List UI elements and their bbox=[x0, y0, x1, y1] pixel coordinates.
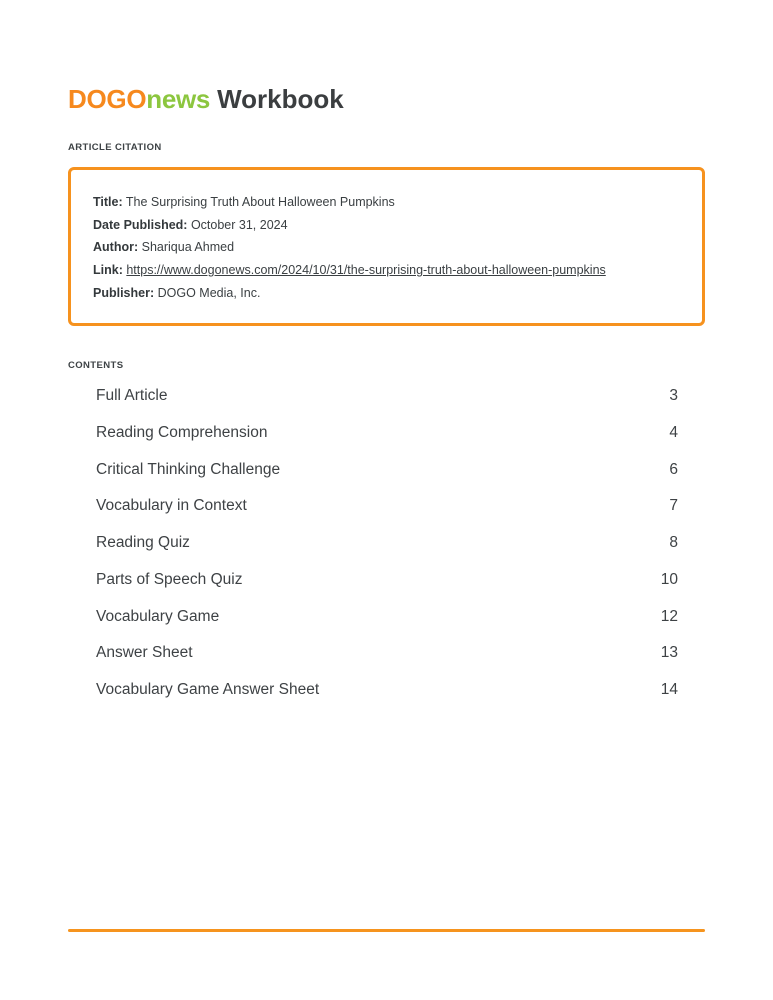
toc-item-critical-thinking-challenge bbox=[68, 451, 705, 488]
dogonews-logo-news: news bbox=[146, 84, 211, 114]
toc-item-page: 12 bbox=[660, 607, 678, 625]
toc-item-reading-quiz bbox=[68, 525, 705, 562]
citation-date-label: Date Published: bbox=[93, 217, 188, 232]
toc-item-answer-sheet bbox=[68, 635, 705, 672]
citation-link-url[interactable]: https://www.dogonews.com/2024/10/31/the-surprising-truth-about-halloween-pumpkins bbox=[126, 263, 606, 278]
toc-item-vocabulary-in-context bbox=[68, 488, 705, 525]
toc-item-label: Critical Thinking Challenge bbox=[96, 460, 281, 478]
page-title bbox=[68, 0, 705, 115]
toc-item-page: 14 bbox=[660, 681, 678, 699]
toc-item-page: 13 bbox=[660, 644, 678, 662]
table-of-contents bbox=[68, 378, 705, 709]
citation-author-label: Author: bbox=[93, 240, 139, 255]
citation-publisher-value: DOGO Media, Inc. bbox=[157, 285, 261, 300]
citation-link-row bbox=[93, 259, 680, 282]
workbook-title: Workbook bbox=[217, 84, 344, 114]
citation-title-row bbox=[93, 191, 680, 214]
citation-date-row bbox=[93, 214, 680, 237]
dogonews-logo-dogo: DOGO bbox=[68, 84, 147, 114]
toc-item-page: 3 bbox=[669, 386, 678, 404]
toc-item-label: Reading Comprehension bbox=[96, 423, 268, 441]
citation-author-value: Shariqua Ahmed bbox=[141, 240, 235, 255]
toc-item-vocabulary-game-answer-sheet bbox=[68, 672, 705, 709]
toc-item-full-article bbox=[68, 378, 705, 415]
article-citation-heading: ARTICLE CITATION bbox=[68, 142, 162, 153]
toc-item-page: 7 bbox=[669, 497, 678, 515]
toc-item-page: 8 bbox=[669, 534, 678, 552]
toc-item-vocabulary-game bbox=[68, 598, 705, 635]
toc-item-label: Vocabulary in Context bbox=[96, 497, 247, 515]
toc-item-label: Reading Quiz bbox=[96, 534, 190, 552]
citation-author-row bbox=[93, 236, 680, 259]
toc-item-page: 6 bbox=[669, 460, 678, 478]
citation-publisher-row bbox=[93, 282, 680, 305]
footer-divider bbox=[68, 929, 705, 932]
toc-item-parts-of-speech-quiz bbox=[68, 562, 705, 599]
toc-item-label: Vocabulary Game Answer Sheet bbox=[96, 681, 320, 699]
toc-item-reading-comprehension bbox=[68, 414, 705, 451]
citation-link-label: Link: bbox=[93, 263, 123, 278]
toc-item-label: Answer Sheet bbox=[96, 644, 193, 662]
contents-heading: CONTENTS bbox=[68, 359, 124, 371]
citation-publisher-label: Publisher: bbox=[93, 285, 155, 300]
toc-item-page: 4 bbox=[669, 423, 678, 441]
toc-item-label: Parts of Speech Quiz bbox=[96, 570, 243, 588]
citation-box bbox=[68, 167, 705, 326]
citation-title-label: Title: bbox=[93, 195, 123, 209]
toc-item-label: Vocabulary Game bbox=[96, 607, 220, 625]
toc-item-label: Full Article bbox=[96, 386, 168, 404]
toc-item-page: 10 bbox=[660, 570, 678, 588]
citation-date-value: October 31, 2024 bbox=[190, 217, 288, 232]
citation-title-value: The Surprising Truth About Halloween Pumpkins bbox=[125, 195, 395, 209]
